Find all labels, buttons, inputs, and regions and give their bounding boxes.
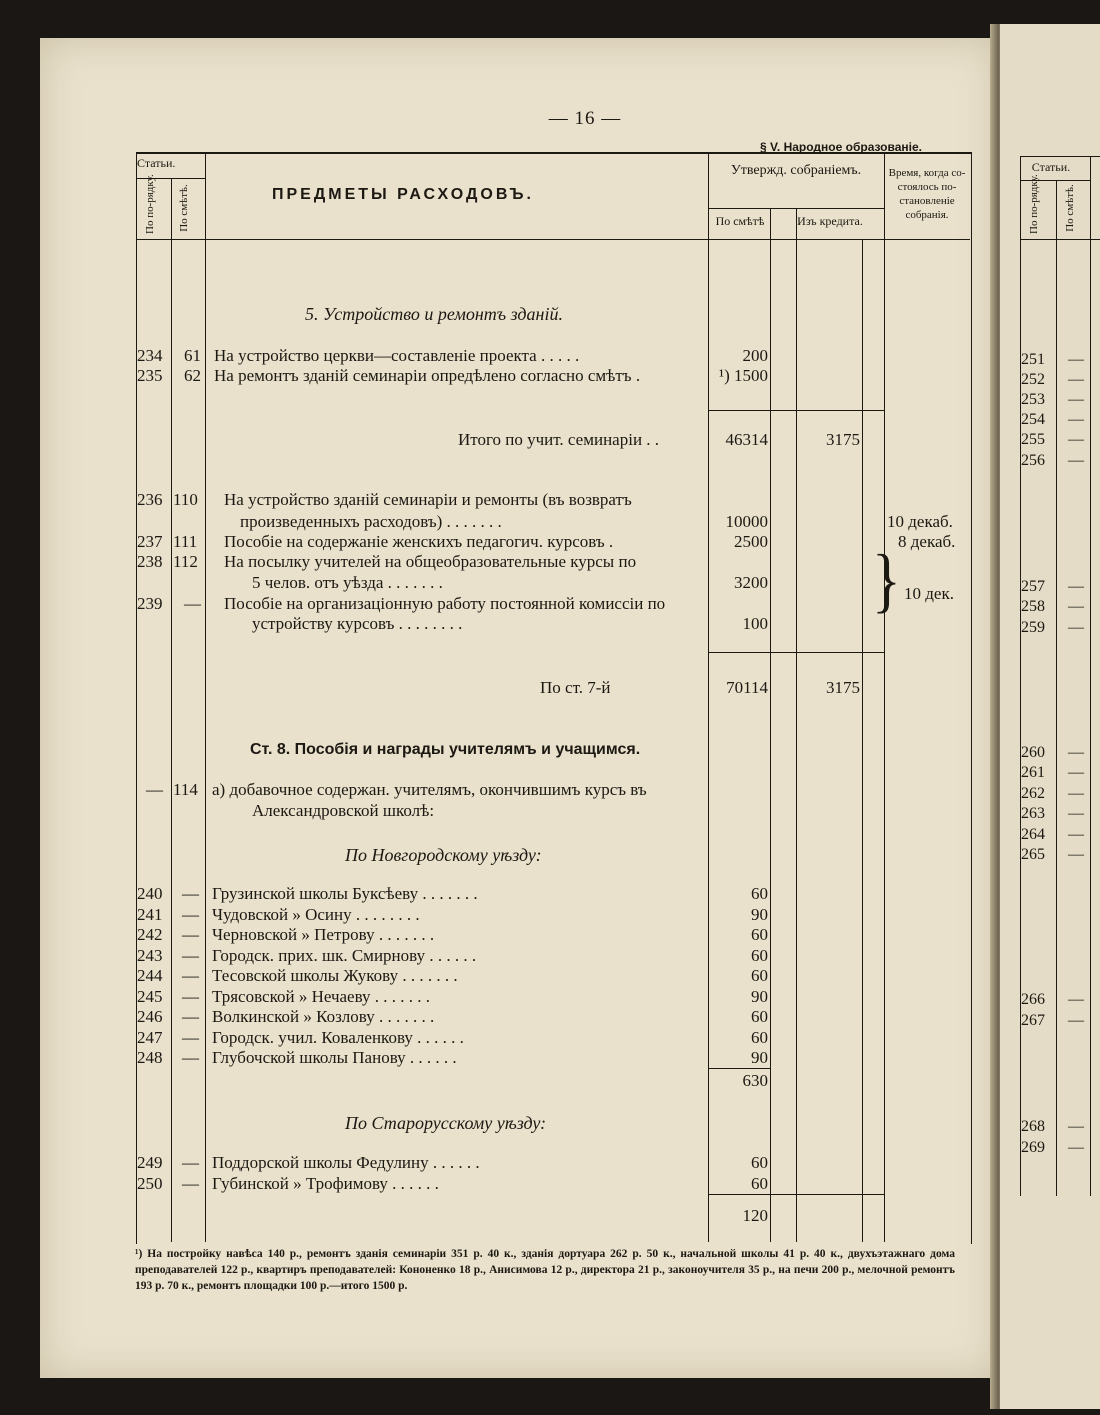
row-smeta-num: — [182,1048,199,1067]
right-row-dash: — [1068,598,1084,615]
right-row-num: 259 [1021,619,1045,636]
row-num: 236 [137,490,163,509]
row-amount: 90 [751,904,768,924]
row-text: Грузинской школы Буксѣеву . . . . . . . [212,884,478,903]
row-smeta-num: — [182,925,199,944]
right-row-dash: — [1068,785,1084,802]
right-row-num: 265 [1021,846,1045,863]
right-row-dash: — [1068,1139,1084,1156]
row-amount: 60 [751,925,768,944]
header-po-smete-col: По смѣтѣ [715,214,765,228]
row-text: а) добавочное содержан. учителямъ, окончившимъ курсъ въ [212,780,647,799]
right-row-num: 257 [1021,578,1045,595]
right-col-divider [1056,180,1057,1196]
article-heading: Ст. 8. Пособія и награды учителямъ и учащимся. [250,741,641,758]
row-smeta-num: — [182,1007,199,1026]
row-smeta-num: — [182,1153,199,1172]
right-row-dash: — [1068,744,1084,761]
right-row-dash: — [1068,826,1084,843]
right-row-dash: — [1068,764,1084,781]
row-amount: 60 [751,1007,768,1026]
row-text-cont: Александровской школѣ: [252,801,435,820]
subtotal-line [708,1068,770,1069]
right-header-bottom [1020,239,1100,240]
row-smeta-num: 62 [184,366,201,385]
row-text: Трясовской » Нечаеву . . . . . . . [212,986,431,1006]
row-text: Городск. прих. шк. Смирнову . . . . . . [212,945,477,965]
row-text: Глубочской школы Панову . . . . . . [212,1048,457,1067]
col-divider [770,208,771,1242]
right-row-dash: — [1068,619,1084,636]
right-header-po-smete: По смѣтѣ. [1064,184,1076,232]
row-num: 248 [137,1048,163,1067]
row-num: 243 [137,945,163,965]
row-num: 241 [137,904,163,924]
brace: } [872,540,901,620]
row-text-cont: устройству курсовъ . . . . . . . . [252,614,463,633]
right-table-top [1020,156,1100,157]
right-page-edge [1000,24,1100,1409]
row-smeta-num: — [182,986,199,1006]
right-row-num: 252 [1021,371,1045,388]
right-row-num: 255 [1021,431,1045,448]
article-total-amount: 70114 [726,678,768,697]
row-text: Волкинской » Козлову . . . . . . . [212,1007,435,1026]
brace-time: 10 дек. [904,584,954,603]
row-amount: 60 [751,884,768,903]
row-amount: 90 [751,986,768,1006]
header-po-poryadku: По по-рядку. [144,174,156,234]
total-amount: 46314 [725,430,768,449]
row-num: 235 [137,366,163,385]
row-text: Городск. учил. Коваленкову . . . . . . [212,1027,464,1047]
right-row-dash: — [1068,452,1084,469]
row-smeta-num: 112 [173,552,198,571]
row-smeta-num: — [182,904,199,924]
row-smeta-num: — [182,1174,199,1193]
right-row-dash: — [1068,805,1084,822]
row-text: Пособіе на содержаніе женскихъ педагогич. курсовъ . [224,532,614,551]
row-num: 246 [137,1007,163,1026]
right-row-num: 269 [1021,1139,1045,1156]
col-divider [796,208,797,1242]
section-title: § V. Народное образованіе. [760,140,922,154]
row-smeta-num: 114 [173,780,198,799]
row-num: 239 [137,594,163,613]
col-divider [205,152,206,1242]
row-smeta-num: — [182,945,199,965]
row-amount: 2500 [734,532,768,551]
header-iz-kredita: Изъ кредита. [797,214,863,228]
row-amount: 60 [751,1027,768,1047]
row-num: 247 [137,1027,163,1047]
right-row-num: 251 [1021,351,1045,368]
row-num: 250 [137,1174,163,1193]
row-text: На ремонтъ зданій семинаріи опредѣлено согласно смѣтъ . [214,366,641,385]
col-divider [862,239,863,1242]
row-amount: 10000 [725,512,768,531]
row-num: 234 [137,346,163,365]
subsection-title: 5. Устройство и ремонтъ зданій. [305,304,563,324]
right-row-num: 262 [1021,785,1045,802]
row-text: Пособіе на организаціонную работу постоянной комиссіи по [224,594,666,613]
right-row-dash: — [1068,411,1084,428]
row-text-cont: 5 челов. отъ уѣзда . . . . . . . [252,573,443,592]
right-row-dash: — [1068,846,1084,863]
row-num: 244 [137,966,163,985]
right-row-num: 264 [1021,826,1045,843]
header-statyi: Статьи. [137,156,176,170]
row-amount: 100 [742,614,768,633]
row-smeta-num: — [184,594,201,613]
row-amount: ¹) 1500 [718,366,768,385]
article-total-label: По ст. 7-й [540,678,611,697]
page-number: — 16 — [548,108,622,129]
right-row-num: 260 [1021,744,1045,761]
row-smeta-num: 111 [173,532,198,551]
right-row-dash: — [1068,578,1084,595]
district-title: По Старорусскому уѣзду: [345,1113,547,1133]
row-text: На посылку учителей на общеобразовательные курсы по [224,552,637,571]
row-num: 245 [137,986,163,1006]
header-vremya: Время, когда со-стоялось по-становленіе собранія. [888,167,966,221]
right-header-statyi: Статьи. [1031,160,1071,174]
right-row-num: 256 [1021,452,1045,469]
right-row-dash: — [1068,351,1084,368]
right-row-num: 268 [1021,1118,1045,1135]
right-header-po-poryadku: По по-рядку. [1028,174,1040,234]
row-amount: 3200 [734,573,768,592]
col-divider [708,152,709,1242]
right-row-num: 267 [1021,1012,1045,1029]
right-row-num: 266 [1021,991,1045,1008]
row-text: На устройство зданій семинаріи и ремонты (въ возвратъ [224,490,632,509]
row-amount: 200 [742,346,768,365]
total-credit: 3175 [826,430,860,449]
article-total-credit: 3175 [826,678,860,697]
row-text: Черновской » Петрову . . . . . . . [212,925,435,944]
row-text: Поддорской школы Федулину . . . . . . [212,1153,480,1172]
row-smeta-num: — [182,1027,199,1047]
row-amount: 90 [751,1048,768,1067]
header-bottom-line [136,239,970,240]
row-time: 8 декаб. [898,532,956,551]
row-text: Губинской » Трофимову . . . . . . [212,1174,439,1193]
row-amount: 60 [751,945,768,965]
row-amount: 60 [751,966,768,985]
row-text: Тесовской школы Жукову . . . . . . . [212,966,458,985]
row-smeta-num: 61 [184,346,201,365]
total-line [708,652,884,653]
col-divider [884,152,885,1242]
row-num: 237 [137,532,163,551]
novgorod-total: 630 [742,1071,768,1090]
district-title: По Новгородскому уѣзду: [345,845,542,865]
row-num: — [146,780,163,799]
row-text: Чудовской » Осину . . . . . . . . [212,904,420,924]
right-row-dash: — [1068,431,1084,448]
header-utverzhd: Утвержд. собраніемъ. [730,163,862,178]
row-smeta-num: 110 [173,490,198,509]
right-row-dash: — [1068,991,1084,1008]
footnote: ¹) На постройку навѣса 140 р., ремонтъ зданія семинаріи 351 р. 40 к., зданія дортуара 262 р. 50 к., начальной школы 41 р. 40 к., двухъэтажнаго дома преподавателей 122 р., квартиръ преподавателей: Кононенко 18 р., Анисимова 12 р., директора 21 р., законоучителя 35 р., на печи 200 р., мелочной ремонтъ 193 р. 70 к., ремонтъ площадки 100 р.—итого 1500 р. [135,1248,955,1292]
row-num: 242 [137,925,163,944]
row-num: 240 [137,884,163,903]
col-divider [171,178,172,1242]
row-time: 10 декаб. [887,512,953,531]
right-col-divider [1090,156,1091,1196]
total-line [708,410,884,411]
header-po-smete: По смѣтѣ. [178,184,190,232]
total-label: Итого по учит. семинаріи . . [458,430,660,449]
right-row-dash: — [1068,391,1084,408]
row-smeta-num: — [182,966,199,985]
row-smeta-num: — [182,884,199,903]
subtotal-line [708,1194,884,1195]
right-col-divider [1020,156,1021,1196]
row-amount: 60 [751,1153,768,1172]
right-row-num: 263 [1021,805,1045,822]
row-text-cont: произведенныхъ расходовъ) . . . . . . . [240,512,502,531]
header-title: ПРЕДМЕТЫ РАСХОДОВЪ. [272,186,534,203]
right-row-num: 258 [1021,598,1045,615]
row-num: 238 [137,552,163,571]
right-row-dash: — [1068,371,1084,388]
right-row-dash: — [1068,1118,1084,1135]
starorussky-total: 120 [742,1206,768,1225]
row-amount: 60 [751,1174,768,1193]
row-text: На устройство церкви—составленіе проекта . . . . . [214,346,580,365]
row-num: 249 [137,1153,163,1172]
right-row-num: 253 [1021,391,1045,408]
right-row-num: 261 [1021,764,1045,781]
right-row-num: 254 [1021,411,1045,428]
right-row-dash: — [1068,1012,1084,1029]
